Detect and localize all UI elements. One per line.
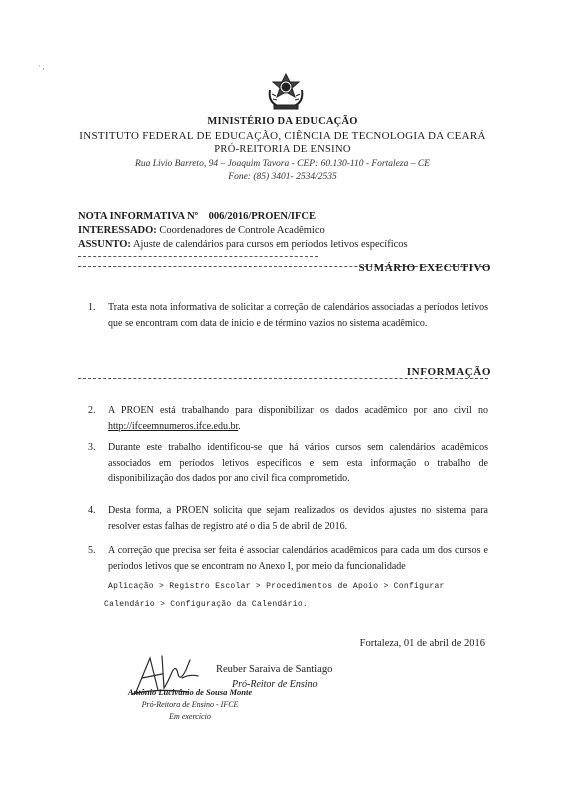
interested-line	[78, 225, 325, 236]
divider-left	[78, 256, 318, 257]
menu-path-line-2: Calendário > Configuração da Calendário.	[104, 600, 309, 609]
divider-information	[78, 378, 488, 379]
subject-value: Ajuste de calendários para cursos em períodos letivos específicos	[132, 239, 408, 250]
list-item	[88, 300, 488, 331]
ifce-numbers-link[interactable]: http://ifceemnumeros.ifce.edu.br	[108, 420, 239, 432]
interested-label: INTERESSADO:	[78, 225, 157, 236]
list-item	[88, 440, 488, 487]
subject-line	[78, 239, 408, 250]
interested-value: Coordenadores de Controle Acadêmico	[159, 225, 325, 236]
list-item	[88, 543, 488, 574]
signer-role: Pró-Reitor de Ensino	[232, 679, 318, 690]
item-text: A correção que precisa ser feita é associar calendários acadêmicos para cada um dos cursos e períodos letivos que se encontram no Anexo I, por meio da funcionalidade	[108, 545, 488, 572]
institute-heading: INSTITUTO FEDERAL DE EDUCAÇÃO, CIÊNCIA DE TECNOLOGIA DA CEARÁ	[79, 130, 486, 142]
note-title-label: NOTA INFORMATIVA Nº	[78, 211, 199, 222]
item-end: .	[238, 420, 241, 432]
stamp-name: Antônio Lucivânio de Sousa Monte	[127, 687, 253, 697]
item-text: A PROEN está trabalhando para disponibilizar os dados acadêmico por ano civil no	[108, 405, 488, 416]
item-number: 5.	[88, 545, 96, 556]
item-number: 4.	[88, 505, 96, 516]
coat-of-arms-emblem	[264, 72, 308, 112]
subject-label: ASSUNTO:	[78, 239, 131, 250]
signature-stamp	[120, 687, 260, 721]
item-text: Durante este trabalho identificou-se que há vários cursos sem calendários acadêmicos associados em períodos letivos específicos e sem esta informação o trabalho de disponibilização dos dados por ano civil fica comprometido.	[108, 442, 488, 484]
item-number: 3.	[88, 442, 96, 453]
address-line: Rua Livio Barreto, 94 – Joaquim Tavora - CEP: 60.130-110 - Fortaleza – CE	[135, 159, 430, 169]
dean-office-heading: PRÓ-REITORIA DE ENSINO	[214, 144, 351, 155]
information-title: INFORMAÇÃO	[406, 366, 491, 378]
ministry-heading: MINISTÉRIO DA EDUCAÇÃO	[207, 116, 358, 127]
item-text: Trata esta nota informativa de solicitar a correção de calendários associadas a períodos letivos que se encontram com data de início e de término vazios no sistema acadêmico.	[108, 302, 488, 329]
list-item	[88, 403, 488, 434]
phone-line: Fone: (85) 3401- 2534/2535	[228, 172, 337, 182]
place-date: Fortaleza, 01 de abril de 2016	[359, 638, 485, 649]
stamp-status: Em exercício	[169, 712, 211, 721]
note-number: 006/2016/PROEN/IFCE	[208, 211, 316, 222]
item-text: Desta forma, a PROEN solicita que sejam realizados os devidos ajustes no sistema para resolver estas falhas de registro até o dia 5 de abril de 2016.	[108, 505, 488, 532]
item-number: 2.	[88, 405, 96, 416]
executive-summary-title: SUMÁRIO EXECUTIVO	[358, 262, 491, 274]
signer-name: Reuber Saraiva de Santiago	[216, 664, 333, 675]
menu-path-line-1: Aplicação > Registro Escolar > Procedimentos de Apoio > Configurar	[108, 582, 445, 591]
note-title	[78, 211, 316, 222]
item-number: 1.	[88, 302, 96, 313]
list-item	[88, 503, 488, 534]
scan-speck: · ,	[38, 62, 45, 71]
stamp-role: Pró-Reitora de Ensino - IFCE	[141, 700, 239, 709]
